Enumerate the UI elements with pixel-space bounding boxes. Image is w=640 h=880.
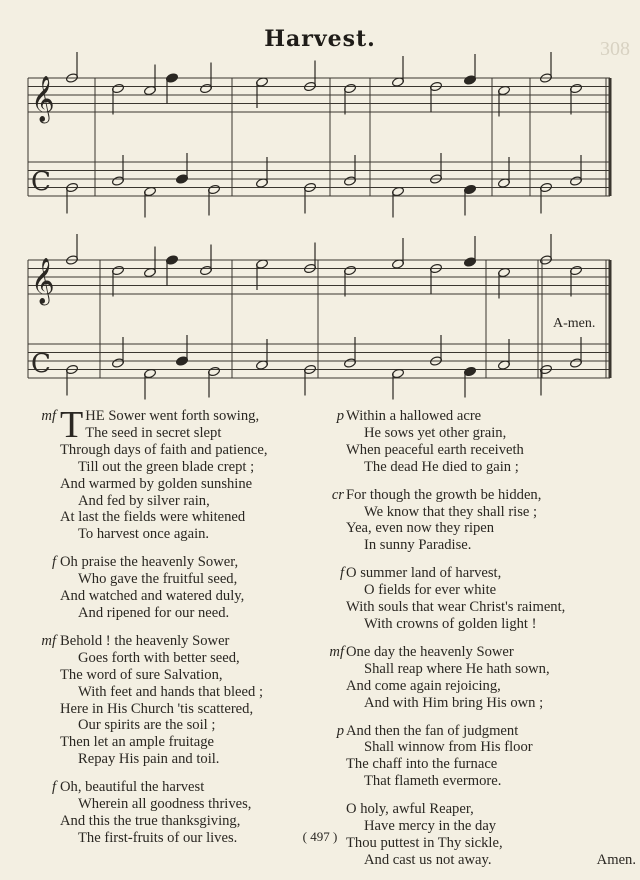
verse-line <box>346 616 636 633</box>
verse-line-text: Through days of faith and patience, <box>60 441 268 458</box>
verse-line-text: Till out the green blade crept ; <box>78 458 255 475</box>
dynamic-marking: f <box>51 779 56 796</box>
dynamic-marking: p <box>336 722 344 739</box>
verse-line-text: The chaff into the furnace <box>346 756 498 773</box>
verse-line <box>346 537 636 554</box>
verse <box>336 408 636 476</box>
verse-line <box>60 425 330 442</box>
dynamic-marking: mf <box>41 632 56 649</box>
verse <box>41 404 330 543</box>
verse-line-text: O holy, awful Reaper, <box>346 801 474 818</box>
dynamic-marking: p <box>336 408 344 424</box>
verse-line <box>346 695 636 712</box>
treble-clef: 𝄞 <box>31 76 55 122</box>
verse-line <box>346 801 636 818</box>
amen-text: Amen. <box>596 851 636 868</box>
verse-line-text: Here in His Church 'tis scattered, <box>60 700 254 717</box>
verse-line <box>346 773 636 790</box>
verse-line-text: Shall reap where He hath sown, <box>364 660 550 677</box>
amen-label: A-men. <box>553 316 596 331</box>
verse-line <box>60 684 330 701</box>
verse-line-text: Shall winnow from His floor <box>364 739 533 756</box>
verse-line-text: Goes forth with better seed, <box>78 649 240 666</box>
ghost-page-number: 308 <box>600 38 630 60</box>
verse-line <box>60 650 330 667</box>
verse-line <box>346 425 636 442</box>
verse <box>51 554 330 622</box>
verse-line <box>346 504 636 521</box>
verse-line <box>60 751 330 768</box>
verse-line <box>60 717 330 734</box>
verse-line <box>60 734 330 751</box>
verse-line-text: The word of sure Salvation, <box>60 666 223 683</box>
verse-line-text: And warmed by golden sunshine <box>60 475 253 492</box>
verse-line-text: For though the growth be hidden, <box>346 486 542 503</box>
verse-line-text: At last the fields were whitened <box>60 509 246 526</box>
verse-line-text: Thou puttest in Thy sickle, <box>346 834 503 851</box>
verse-line <box>60 476 330 493</box>
verse-line <box>60 526 330 543</box>
common-time: C <box>31 349 51 379</box>
verse-line <box>60 442 330 459</box>
verse-line-text: Within a hallowed acre <box>346 408 482 424</box>
verse-line-text: O fields for ever white <box>364 582 497 599</box>
verse-line-text: And this the true thanksgiving, <box>60 812 241 829</box>
dynamic-marking: mf <box>329 643 344 660</box>
verse <box>336 722 636 791</box>
verse-line-text: With crowns of golden light ! <box>364 615 537 632</box>
verse-line-text: And then the fan of judgment <box>346 722 519 739</box>
verse-line-text: The dead He died to gain ; <box>364 458 519 475</box>
dynamic-marking: cr <box>331 486 344 503</box>
verse-line <box>51 779 330 796</box>
verse-line-text: Oh, beautiful the harvest <box>60 779 205 796</box>
verse-line-text: When peaceful earth receiveth <box>346 441 524 458</box>
verse-line-text: The seed in secret slept <box>85 424 222 441</box>
verse-line-text: And with Him bring His own ; <box>364 694 544 711</box>
dynamic-marking: mf <box>41 408 56 424</box>
staff-lines <box>28 78 610 378</box>
page-title: Harvest. <box>264 26 376 52</box>
verse-line <box>60 667 330 684</box>
verse-line-text: To harvest once again. <box>78 526 210 543</box>
verse-line-text: O summer land of harvest, <box>346 565 502 582</box>
dynamic-marking: f <box>339 565 344 582</box>
verses-right-column <box>329 408 636 880</box>
verse <box>339 565 636 633</box>
verse-line <box>60 813 330 830</box>
verse-line-text: That flameth evermore. <box>364 773 502 790</box>
verse-line-text: Who gave the fruitful seed, <box>78 571 238 588</box>
treble-clef: 𝄞 <box>31 258 55 304</box>
verse-line <box>60 588 330 605</box>
verse-line-text: HE Sower went forth sowing, <box>85 408 260 424</box>
verse-line <box>346 661 636 678</box>
verse-line-text: Our spirits are the soil ; <box>78 717 216 734</box>
verse-line-text: The first-fruits of our lives. <box>78 829 238 846</box>
verse <box>41 632 330 768</box>
verse-line-text: And come again rejoicing, <box>346 677 501 694</box>
verse-line <box>346 582 636 599</box>
notes <box>66 52 583 400</box>
verse-line-text: Oh praise the heavenly Sower, <box>60 554 239 571</box>
verse-line-text: And cast us not away. <box>364 851 492 868</box>
music-score <box>0 0 640 400</box>
barlines <box>28 78 610 378</box>
verse-line-text: And watched and watered duly, <box>60 588 245 605</box>
verse-line <box>346 599 636 616</box>
common-time: C <box>31 167 51 197</box>
verse-line <box>60 459 330 476</box>
clefs <box>31 76 55 379</box>
verse-line-text: Repay His pain and toil. <box>78 751 220 768</box>
verse-line-text: In sunny Paradise. <box>364 537 472 554</box>
verse-line-text: He sows yet other grain, <box>364 424 507 441</box>
verse-line <box>331 486 636 504</box>
verse-line <box>346 852 636 869</box>
verse-line-text: And fed by silver rain, <box>78 492 210 509</box>
verse-line <box>60 701 330 718</box>
verse-line-text: Yea, even now they ripen <box>346 520 495 537</box>
verse-line <box>60 493 330 510</box>
verse-line <box>329 643 636 661</box>
verse-line-text: Behold ! the heavenly Sower <box>60 632 230 649</box>
verse-line <box>336 722 636 740</box>
verse-line <box>346 756 636 773</box>
verse-line <box>346 678 636 695</box>
verse-line <box>51 554 330 571</box>
verse-line <box>346 739 636 756</box>
verse-line-text: Then let an ample fruitage <box>60 734 214 751</box>
verse-line <box>339 565 636 582</box>
drop-cap: T <box>60 404 84 446</box>
verse-line <box>60 796 330 813</box>
verse-line-text: Have mercy in the day <box>364 818 497 835</box>
verse-line-text: With feet and hands that bleed ; <box>78 683 264 700</box>
verse-line <box>41 632 330 650</box>
verse-line <box>346 520 636 537</box>
verse-line-text: We know that they shall rise ; <box>364 503 538 520</box>
verse-line <box>60 509 330 526</box>
page-number: ( 497 ) <box>302 829 338 844</box>
verse-line-text: One day the heavenly Sower <box>346 643 514 660</box>
verse-line <box>346 459 636 476</box>
verse <box>331 486 636 555</box>
verse-line-text: Wherein all goodness thrives, <box>78 796 252 813</box>
verse-line <box>60 571 330 588</box>
verse-line-text: And ripened for our need. <box>78 604 230 621</box>
verse <box>329 643 636 712</box>
verse-line <box>60 605 330 622</box>
verse-line-text: With souls that wear Christ's raiment, <box>346 599 566 616</box>
verse-line <box>336 408 636 425</box>
dynamic-marking: f <box>51 554 56 571</box>
verses-left-column <box>41 404 330 858</box>
verse-line <box>346 442 636 459</box>
